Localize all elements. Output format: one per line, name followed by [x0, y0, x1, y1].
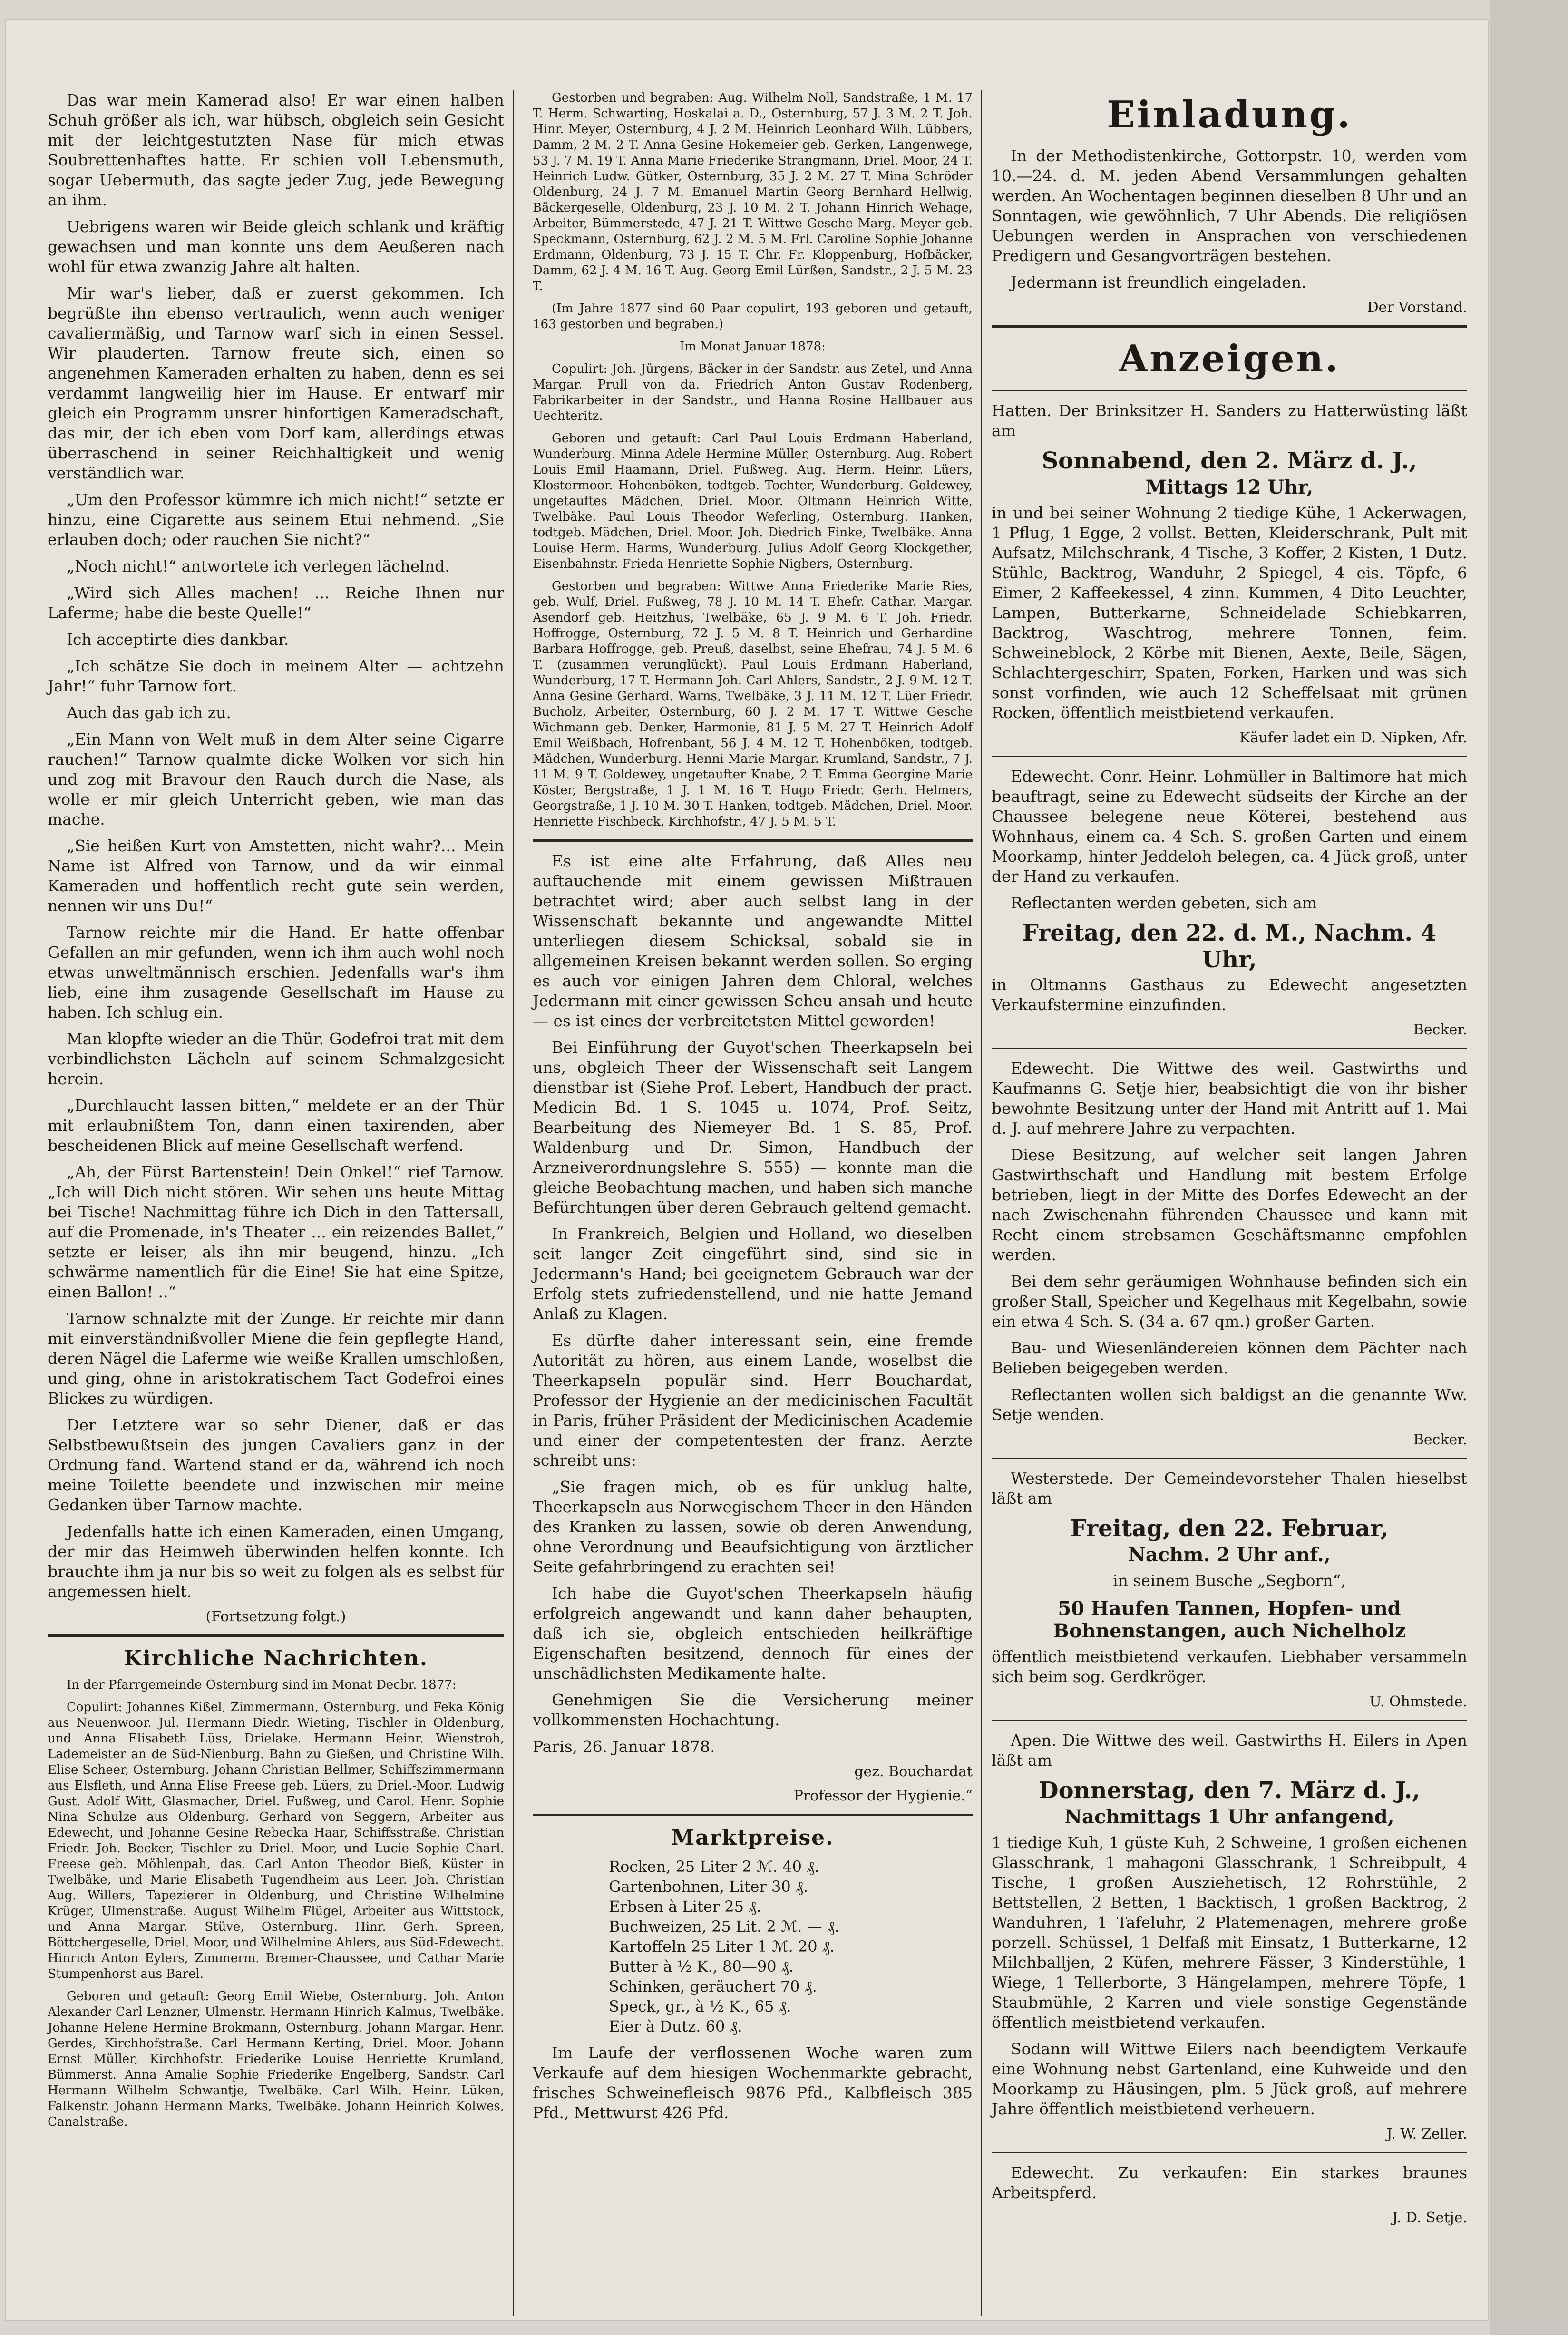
story-paragraph: Jedenfalls hatte ich einen Kameraden, einen Umgang, der mir das Heimweh überwinden helfen konnte. Ich brauchte ihm ja nur bis so weit zu folgen als es selbst für angemessen hielt.	[48, 1522, 504, 1601]
ad-signature: U. Ohmstede.	[1369, 1693, 1467, 1710]
ad-text: Bau- und Wiesenländereien können dem Pächter nach Belieben beigegeben werden.	[992, 1339, 1467, 1377]
article-signature: gez. Bouchardat	[854, 1763, 973, 1780]
story-paragraph: „Ich schätze Sie doch in meinem Alter — achtzehn Jahr!“ fuhr Tarnow fort.	[48, 657, 504, 695]
church-entry: Gestorben und begraben: Wittwe Anna Friederike Marie Ries, geb. Wulf, Driel. Fußweg, 78 J. 10 M. 14 T. Ehefr. Cathar. Margar. Asendorf geb. Heitzhus, Twelbäke, 65 J. 9 M. 6 T. Joh. Friedr. Hoffrogge, Osternburg, 72 J. 5 M. 8 T. Heinrich und Gerhardine Barbara Hoffrogge, geb. Preuß, daselbst, seine Ehefrau, 74 J. 5 M. 6 T. (zusammen verunglückt). Paul Louis Erdmann Haberland, Wunderburg, 17 T. Hermann Joh. Carl Ahlers, Sandstr., 2 J. 9 M. 12 T. Anna Gesine Gerhard. Warns, Twelbäke, 3 J. 11 M. 12 T. Lüer Friedr. Bucholz, Arbeiter, Osternburg, 60 J. 2 M. 17 T. Wittwe Gesche Wichmann geb. Denker, Harmonie, 81 J. 5 M. 27 T. Heinrich Adolf Emil Weißbach, Hofrenbant, 56 J. 4 M. 12 T. Hohenböken, todtgeb. Mädchen, Wunderburg. Henni Marie Margar. Krumland, Sandstr., 7 J. 11 M. 9 T. Goldewey, ungetaufter Knabe, 2 T. Emma Georgine Marie Köster, Bergstraße, 1 J. 1 M. 16 T. Hugo Friedr. Gerh. Helmers, Georgstraße, 1 J. 10 M. 30 T. Hanken, todtgeb. Mädchen, Driel. Moor. Henriette Fischbeck, Kirchhofstr., 47 J. 5 M. 5 T.	[533, 579, 973, 829]
article-signature-title: Professor der Hygienie.“	[793, 1788, 973, 1804]
article-paragraph: Bei Einführung der Guyot'schen Theerkapseln bei uns, obgleich Theer der Wissenschaft seit Langem dienstbar ist (Siehe Prof. Lebert, Handbuch der pract. Medicin Bd. 1 S. 1045 u. 1074, Prof. Seitz, Bearbeitung des Niemeyer Bd. 1 S. 85, Prof. Waldenburg und Dr. Simon, Handbuch der Arzneiverordnungslehre S. 555) — konnte man die gleiche Beobachtung machen, und haben sich manche Befürchtungen über deren Gebrauch geltend gemacht.	[533, 1038, 973, 1216]
church-news-continued	[533, 90, 973, 830]
market-price-item: Schinken, geräuchert 70 ₰.	[609, 1977, 817, 1995]
story-paragraph: „Sie heißen Kurt von Amstetten, nicht wahr?... Mein Name ist Alfred von Tarnow, und da wir einmal Kameraden und hoffentlich recht gute sein werden, nennen wir uns Du!“	[48, 837, 504, 915]
divider	[992, 1048, 1467, 1049]
ad-signature: Käufer ladet ein D. Nipken, Afr.	[1239, 730, 1467, 746]
ad-signature: J. D. Setje.	[1392, 2209, 1467, 2226]
ad-date: Sonnabend, den 2. März d. J.,	[1042, 448, 1417, 474]
ad-intro: Hatten. Der Brinksitzer H. Sanders zu Hatterwüsting läßt am	[992, 401, 1467, 440]
column-church-and-market	[533, 90, 973, 2130]
story-paragraph: „Ah, der Fürst Bartenstein! Dein Onkel!“ rief Tarnow. „Ich will Dich nicht stören. Wir sehen uns heute Mittag bei Tische! Nachmittag führe ich Dich in den Tattersall, auf die Promenade, in's Theater ... ein reizendes Ballet,“ setzte er leiser, als ihn mir beugend, hinzu. „Ich schwärme namentlich für die Eine! Sie hat eine Spitze, einen Ballon! ..“	[48, 1163, 504, 1301]
ad-text: Edewecht. Zu verkaufen: Ein starkes braunes Arbeitspferd.	[992, 2163, 1467, 2202]
ad-intro: Westerstede. Der Gemeindevorsteher Thalen hieselbst läßt am	[992, 1469, 1467, 1508]
divider	[992, 1720, 1467, 1721]
church-entry: (Im Jahre 1877 sind 60 Paar copulirt, 193 geboren und getauft, 163 gestorben und begraben.)	[533, 302, 973, 331]
market-price-item: Gartenbohnen, Liter 30 ₰.	[609, 1878, 808, 1896]
story-paragraph: „Wird sich Alles machen! ... Reiche Ihnen nur Laferme; habe die beste Quelle!“	[48, 584, 504, 622]
ad-thalen-wood-sale	[992, 1469, 1467, 1710]
story-paragraph: Der Letztere war so sehr Diener, daß er das Selbstbewußtsein des jungen Cavaliers ganz in der Ordnung fand. Wartend stand er da, während ich noch meine Toilette beendete und inzwischen mir meine Gedanken über Tarnow machte.	[48, 1416, 504, 1514]
ad-text: in und bei seiner Wohnung 2 tiedige Kühe, 1 Ackerwagen, 1 Pflug, 1 Egge, 2 vollst. Betten, Kleiderschrank, Pult mit Aufsatz, Milchschrank, 4 Tische, 3 Koffer, 2 Kisten, 1 Dutz. Stühle, Backtrog, Wanduhr, 2 Spiegel, 4 eis. Töpfe, 6 Eimer, 2 Kaffeekessel, 4 zinn. Kummen, 4 Dito Leuchter, Lampen, Butterkarne, Schneidelade Schiebkarren, Backtrog, Waschtrog, mehrere Tonnen, feim. Schweineblock, 2 Körbe mit Bienen, Aexte, Beile, Sägen, Schlachtergeschirr, Spaten, Forken, Harken und was sich sonst vorfinden, wie auch 12 Scheffelsaat mit grünen Rocken, öffentlich meistbietend verkaufen.	[992, 504, 1467, 722]
article-paragraph: „Sie fragen mich, ob es für unklug halte, Theerkapseln aus Norwegischem Theer in den Händen des Kranken zu lassen, sowie ob deren Anwendung, ohne Verordnung und Beaufsichtigung von ärztlicher Seite gefahrbringend zu erachten sei!	[533, 1478, 973, 1576]
church-entry: Gestorben und begraben: Aug. Wilhelm Noll, Sandstraße, 1 M. 17 T. Herm. Schwarting, Hoskalai a. D., Osternburg, 57 J. 3 M. 2 T. Joh. Hinr. Meyer, Osternburg, 4 J. 2 M. Heinrich Leonhard Wilh. Lübbers, Damm, 2 M. 2 T. Anna Gesine Hokemeier geb. Gerken, Langenwege, 53 J. 7 M. 19 T. Anna Marie Friederike Strangmann, Driel. Moor, 24 T. Heinrich Ludw. Gütker, Osternburg, 35 J. 2 M. 27 T. Mina Schröder Oldenburg, 24 J. 7 M. Emanuel Martin Georg Bernhard Hellwig, Bäckergeselle, Oldenburg, 23 J. 10 M. 2 T. Johann Hinrich Wehage, Arbeiter, Bümmerstede, 47 J. 21 T. Wittwe Gesche Marg. Meyer geb. Speckmann, Osternburg, 62 J. 2 M. 5 M. Frl. Caroline Sophie Johanne Erdmann, Oldenburg, 73 J. 15 T. Chr. Fr. Kloppenburg, Hofbäcker, Damm, 62 J. 4 M. 16 T. Aug. Georg Emil Lürßen, Sandstr., 2 J. 5 M. 23 T.	[533, 91, 973, 293]
continued-note: (Fortsetzung folgt.)	[205, 1608, 346, 1625]
ad-horse-sale	[992, 2163, 1467, 2226]
ad-text: Reflectanten wollen sich baldigst an die genannte Ww. Setje wenden.	[992, 1385, 1467, 1424]
story-paragraph: Tarnow schnalzte mit der Zunge. Er reichte mir dann mit einverständnißvoller Miene die fein gepflegte Hand, deren Nägel die Laferme wie weiße Krallen umschloßen, und ging, ohne in aristokratischem Tact Godefroi eines Blickes zu würdigen.	[48, 1309, 504, 1408]
ad-lohmueller-sale	[992, 767, 1467, 1038]
ad-signature: Becker.	[1413, 1022, 1467, 1038]
column-serial-story	[48, 90, 504, 2137]
article-paragraph: Ich habe die Guyot'schen Theerkapseln häufig erfolgreich angewandt und kann daher behaupten, daß ich sie, obgleich entschieden heilkräftige Eigenschaften besitzend, dennoch für eines der unschädlichsten Medikamente halte.	[533, 1584, 973, 1683]
ad-text: 1 tiedige Kuh, 1 güste Kuh, 2 Schweine, 1 großen eichenen Glasschrank, 1 mahagoni Glasschrank, 1 Schreibpult, 4 Tische, 1 großen Ausziehetisch, 12 Rohrstühle, 2 Bettstellen, 2 Betten, 1 Backtisch, 1 großen Backtrog, 2 Wanduhren, 1 Tafeluhr, 2 Platemenagen, mehrere große porzell. Schüssel, 1 Delfaß mit Einsatz, 1 Butterkarne, 12 Milchballjen, 2 Küfen, mehrere Fässer, 3 Kinderstühle, 1 Wiege, 1 Tellerborte, 3 Hängelampen, mehrere Töpfe, 1 Staubmühle, 2 Karren und viele sonstige Gegenstände öffentlich meistbietend verkaufen.	[992, 1833, 1467, 2032]
article-paragraph: Genehmigen Sie die Versicherung meiner vollkommensten Hochachtung.	[533, 1691, 973, 1729]
invitation-welcome: Jedermann ist freundlich eingeladen.	[1011, 273, 1306, 292]
ad-intro: Apen. Die Wittwe des weil. Gastwirths H. Eilers in Apen läßt am	[992, 1731, 1467, 1770]
church-news	[48, 1677, 504, 2130]
market-price-item: Erbsen à Liter 25 ₰.	[609, 1897, 761, 1916]
invitation-text: In der Methodistenkirche, Gottorpstr. 10, werden vom 10.—24. d. M. jeden Abend Versammlungen gehalten werden. An Wochentagen beginnen dieselben 8 Uhr und an Sonntagen, wie gewöhnlich, 7 Uhr Abends. Die religiösen Uebungen werden in Ansprachen von verschiedenen Predigern und Gesangvorträgen bestehen.	[992, 146, 1467, 265]
tar-capsule-article	[533, 851, 973, 1730]
church-entry: Copulirt: Joh. Jürgens, Bäcker in der Sandstr. aus Zetel, und Anna Margar. Prull von da. Friedrich Anton Gustav Rodenberg, Fabrikarbeiter in der Sandstr., und Hanna Rosine Hallbauer aus Uechteritz.	[533, 362, 973, 423]
market-price-item: Buchweizen, 25 Lit. 2 ℳ. — ₰.	[609, 1917, 839, 1936]
story-paragraph: Auch das gab ich zu.	[67, 703, 231, 722]
story-paragraph: Mir war's lieber, daß er zuerst gekommen. Ich begrüßte ihn ebenso vertraulich, wenn auch weniger cavaliermäßig, und Tarnow warf sich in einen Sessel. Wir plauderten. Tarnow freute sich, einen so angenehmen Kameraden erhalten zu haben, denn es sei verdammt langweilig hier im Hause. Er entwarf mir gleich ein Programm unsrer hinfortigen Kameradschaft, das mir, der ich eben vom Dorf kam, allerdings etwas überraschend in seiner Reichhaltigkeit und wenig verständlich war.	[48, 284, 504, 482]
church-intro: In der Pfarrgemeinde Osternburg sind im Monat Decbr. 1877:	[67, 1678, 457, 1692]
ad-time: Mittags 12 Uhr,	[1145, 476, 1314, 498]
ad-signature: J. W. Zeller.	[1386, 2126, 1467, 2142]
ad-signature: Becker.	[1413, 1431, 1467, 1448]
divider	[533, 839, 973, 842]
church-subhead: Im Monat Januar 1878:	[680, 340, 826, 354]
story-paragraph: „Noch nicht!“ antwortete ich verlegen lächelnd.	[67, 557, 450, 575]
ad-date: Freitag, den 22. Februar,	[1070, 1515, 1389, 1542]
story-paragraph: Man klopfte wieder an die Thür. Godefroi trat mit dem verbindlichsten Lächeln auf seinem Schmalzgesicht herein.	[48, 1030, 504, 1088]
story-paragraph: Tarnow reichte mir die Hand. Er hatte offenbar Gefallen an mir gefunden, wenn ich ihm auch wohl noch etwas unweltmännisch erschien. Jedenfalls war's ihm lieb, eine ihm zusagende Gesellschaft im Hause zu haben. Ich schlug ein.	[48, 923, 504, 1022]
invitation-signature: Der Vorstand.	[1367, 299, 1467, 316]
divider	[992, 390, 1467, 391]
church-entry: Geboren und getauft: Carl Paul Louis Erdmann Haberland, Wunderburg. Minna Adele Hermine Müller, Osternburg. Aug. Robert Louis Emil Haamann, Driel. Fußweg. Aug. Herm. Heinr. Lüers, Klostermoor. Hohenböken, todtgeb. Tochter, Wunderburg. Goldewey, ungetauftes Mädchen, Driel. Moor. Oltmann Heinrich Witte, Twelbäke. Paul Louis Theodor Weferling, Osternburg. Hanken, todtgeb. Mädchen, Driel. Moor. Joh. Diedrich Finke, Twelbäke. Anna Louise Herm. Harms, Wunderburg. Julius Adolf Georg Klockgether, Eisenbahnstr. Frieda Henriette Sophie Nigbers, Osternburg.	[533, 431, 973, 571]
market-price-item: Kartoffeln 25 Liter 1 ℳ. 20 ₰.	[609, 1937, 835, 1956]
market-price-item: Rocken, 25 Liter 2 ℳ. 40 ₰.	[609, 1858, 819, 1876]
story-paragraph: Das war mein Kamerad also! Er war einen halben Schuh größer als ich, war hübsch, obgleich sein Gesicht mit der leichtgestutzten Nase für mich etwas Soubrettenhaftes hatte. Er schien voll Lebensmuth, sogar Uebermuth, das sagte jeder Zug, jede Bewegung an ihm.	[48, 91, 504, 209]
article-paragraph: Es ist eine alte Erfahrung, daß Alles neu auftauchende mit einem gewissen Mißtrauen betrachtet wird; aber auch selbst lang in der Wissenschaft bekannte und angewandte Mittel unterliegen diesem Schicksal, sobald sie in allgemeinen Kreisen bekannt werden sollen. So erging es auch vor einigen Jahren dem Chloral, welches Jedermann mit einer gewissen Scheu ansah und heute — es ist eines der verbreitetsten Mittel geworden!	[533, 852, 973, 1030]
church-news-title: Kirchliche Nachrichten.	[123, 1646, 429, 1671]
article-place: Paris, 26. Januar 1878.	[533, 1737, 715, 1756]
ad-items: 50 Haufen Tannen, Hopfen- und Bohnenstangen, auch Nichelholz	[1053, 1597, 1406, 1642]
divider	[992, 1458, 1467, 1459]
story-paragraph: Uebrigens waren wir Beide gleich schlank und kräftig gewachsen und man konnte uns dem Aeußeren nach wohl für etwa zwanzig Jahre alt halten.	[48, 217, 504, 276]
market-price-item: Speck, gr., à ½ K., 65 ₰.	[609, 1997, 791, 2015]
invitation-title: Einladung.	[1107, 93, 1352, 136]
story-paragraph: Ich acceptirte dies dankbar.	[67, 630, 289, 649]
market-price-list	[533, 1857, 973, 2036]
ad-text: Edewecht. Conr. Heinr. Lohmüller in Baltimore hat mich beauftragt, seine zu Edewecht südseits der Kirche an der Chaussee belegene neue Köterei, bestehend aus Wohnhaus, einem ca. 4 Sch. S. großen Garten und einem Moorkamp, hinter Jeddeloh belegen, ca. 4 Jück groß, unter der Hand zu verkaufen.	[992, 767, 1467, 885]
divider	[992, 325, 1467, 328]
ad-sanders-auction	[992, 401, 1467, 746]
market-note: Im Laufe der verflossenen Woche waren zum Verkaufe auf dem hiesigen Wochenmarkte gebracht, frisches Schweinefleisch 9876 Pfd., Kalbfleisch 385 Pfd., Mettwurst 426 Pfd.	[533, 2043, 973, 2122]
ad-text: in seinem Busche „Segborn“,	[1113, 1571, 1346, 1590]
ad-time: Nachmittags 1 Uhr anfangend,	[1064, 1806, 1394, 1828]
church-entry: Copulirt: Johannes Kißel, Zimmermann, Osternburg, und Feka König aus Neuenwoor. Jul. Hermann Diedr. Wieting, Tischler in Oldenburg, und Anna Elisabeth Lüss, Drielake. Hermann Heinr. Wienstroh, Lademeister an de Süd-Nienburg. Bahn zu Gießen, und Christine Wilh. Elise Scheer, Osternburg. Johann Christian Bellmer, Schiffszimmermann aus Elsfleth, und Anna Elise Freese geb. Lüers, zu Driel.-Moor. Ludwig Gust. Adolf Witt, Glasmacher, Driel. Fußweg, und Carol. Henr. Sophie Nina Schulze aus Oldenburg. Gerhard von Seggern, Arbeiter aus Edewecht, und Johanne Gesine Rebecka Haar, Schiffsstraße. Christian Friedr. Joh. Becker, Tischler zu Driel. Moor, und Lucie Sophie Charl. Freese geb. Möhlenpah, das. Carl Anton Theodor Bieß, Küster in Twelbäke, und Marie Elisabeth Tugendheim aus Leer. Joh. Christian Aug. Willers, Tapezierer in Oldenburg, und Christine Wilhelmine Krüger, Ulmenstraße. August Wilhelm Flügel, Arbeiter aus Wittstock, und Anna Margar. Stüve, Osternburg. Hinr. Gerh. Spreen, Böttchergeselle, Driel. Moor, und Wilhelmine Ahlers, aus Süd-Edewecht. Hinrich Anton Eylers, Zimmerm. Bremer-Chaussee, und Cathar Marie Stumpenhorst aus Barel.	[48, 1700, 504, 1981]
church-entry: Geboren und getauft: Georg Emil Wiebe, Osternburg. Joh. Anton Alexander Carl Lenzner, Ulmenstr. Hermann Hinrich Kalmus, Twelbäke. Johanne Helene Hermine Brokmann, Osternburg. Johann Margar. Henr. Gerdes, Kirchhofstraße. Carl Hermann Kerting, Driel. Moor. Johann Ernst Müller, Kirchhofstr. Friederike Louise Henriette Krumland, Bümmerst. Anna Amalie Sophie Friederike Engelberg, Sandstr. Carl Hermann Wilhelm Schwantje, Twelbäke. Carl Wilh. Heinr. Lüken, Falkenstr. Johann Hermann Marks, Twelbäke. Johann Heinrich Kolwes, Canalstraße.	[48, 1989, 504, 2129]
ad-text: Diese Besitzung, auf welcher seit langen Jahren Gastwirthschaft und Handlung mit bestem Erfolge betrieben, liegt in der Mitte des Dorfes Edewecht an der nach Zwischenahn führenden Chaussee und kann mit Recht einem strebsamen Geschäftsmanne empfohlen werden.	[992, 1146, 1467, 1264]
story-paragraph: „Durchlaucht lassen bitten,“ meldete er an der Thür mit erlaubnißtem Ton, dann einen taxirenden, aber bescheidenen Blick auf meine Gesellschaft werfend.	[48, 1096, 504, 1155]
ad-date: Donnerstag, den 7. März d. J.,	[1039, 1777, 1420, 1804]
ad-text: Sodann will Wittwe Eilers nach beendigtem Verkaufe eine Wohnung nebst Gartenland, eine Kuhweide und den Moorkamp zu Häusingen, plm. 5 Jück groß, auf mehrere Jahre öffentlich meistbietend verheuern.	[992, 2040, 1467, 2118]
ad-setje-lease	[992, 1059, 1467, 1448]
ad-text: öffentlich meistbietend verkaufen. Liebhaber versammeln sich beim sog. Gerdkröger.	[992, 1647, 1467, 1686]
market-price-item: Butter à ½ K., 80—90 ₰.	[609, 1957, 794, 1975]
page-edge	[1490, 0, 1568, 2335]
newspaper-page	[5, 19, 1489, 2321]
serial-story	[48, 90, 504, 1602]
divider	[533, 1814, 973, 1816]
article-paragraph: In Frankreich, Belgien und Holland, wo dieselben seit langer Zeit eingeführt sind, sind sie in Jedermann's Hand; bei geeignetem Gebrauch war der Erfolg stets zufriedenstellend, und nie hatte Jemand Anlaß zu Klagen.	[533, 1225, 973, 1323]
divider	[48, 1634, 504, 1637]
story-paragraph: „Ein Mann von Welt muß in dem Alter seine Cigarre rauchen!“ Tarnow qualmte dicke Wolken vor sich hin und zog mit Bravour den Rauch durch die Nase, als wolle er mir gleich Unterricht geben, wie man das mache.	[48, 730, 504, 828]
market-title: Marktpreise.	[671, 1826, 834, 1850]
divider	[992, 2152, 1467, 2153]
story-paragraph: „Um den Professor kümmre ich mich nicht!“ setzte er hinzu, eine Cigarette aus seinem Etui nehmend. „Sie erlauben doch; oder rauchen Sie nicht?“	[48, 490, 504, 549]
market-price-item: Eier à Dutz. 60 ₰.	[609, 2017, 742, 2035]
ad-text: Bei dem sehr geräumigen Wohnhause befinden sich ein großer Stall, Speicher und Kegelhaus mit Kegelbahn, sowie ein etwa 4 Sch. S. (34 a. 67 qm.) großer Garten.	[992, 1272, 1467, 1331]
ad-text: Edewecht. Die Wittwe des weil. Gastwirths und Kaufmanns G. Setje hier, beabsichtigt die von ihr bisher bewohnte Besitzung unter der Hand mit Antritt auf 1. Mai d. J. auf mehrere Jahre zu verpachten.	[992, 1059, 1467, 1138]
column-divider	[513, 90, 514, 2316]
column-advertisements	[992, 90, 1467, 2234]
ads-title: Anzeigen.	[1119, 337, 1340, 380]
divider	[992, 756, 1467, 757]
ad-eilers-auction	[992, 1731, 1467, 2142]
ad-text: in Oltmanns Gasthaus zu Edewecht angesetzten Verkaufstermine einzufinden.	[992, 975, 1467, 1014]
ad-time: Nachm. 2 Uhr anf.,	[1128, 1544, 1331, 1566]
column-divider	[981, 90, 982, 2316]
ad-text: Reflectanten werden gebeten, sich am	[1011, 894, 1317, 912]
article-paragraph: Es dürfte daher interessant sein, eine fremde Autorität zu hören, aus einem Lande, woselbst die Theerkapseln populär sind. Herr Bouchardat, Professor der Hygienie an der medicinischen Facultät in Paris, früher Präsident der Medicinischen Academie und einer der competentesten der franz. Aerzte schreibt uns:	[533, 1331, 973, 1469]
ad-date: Freitag, den 22. d. M., Nachm. 4 Uhr,	[1022, 920, 1437, 973]
